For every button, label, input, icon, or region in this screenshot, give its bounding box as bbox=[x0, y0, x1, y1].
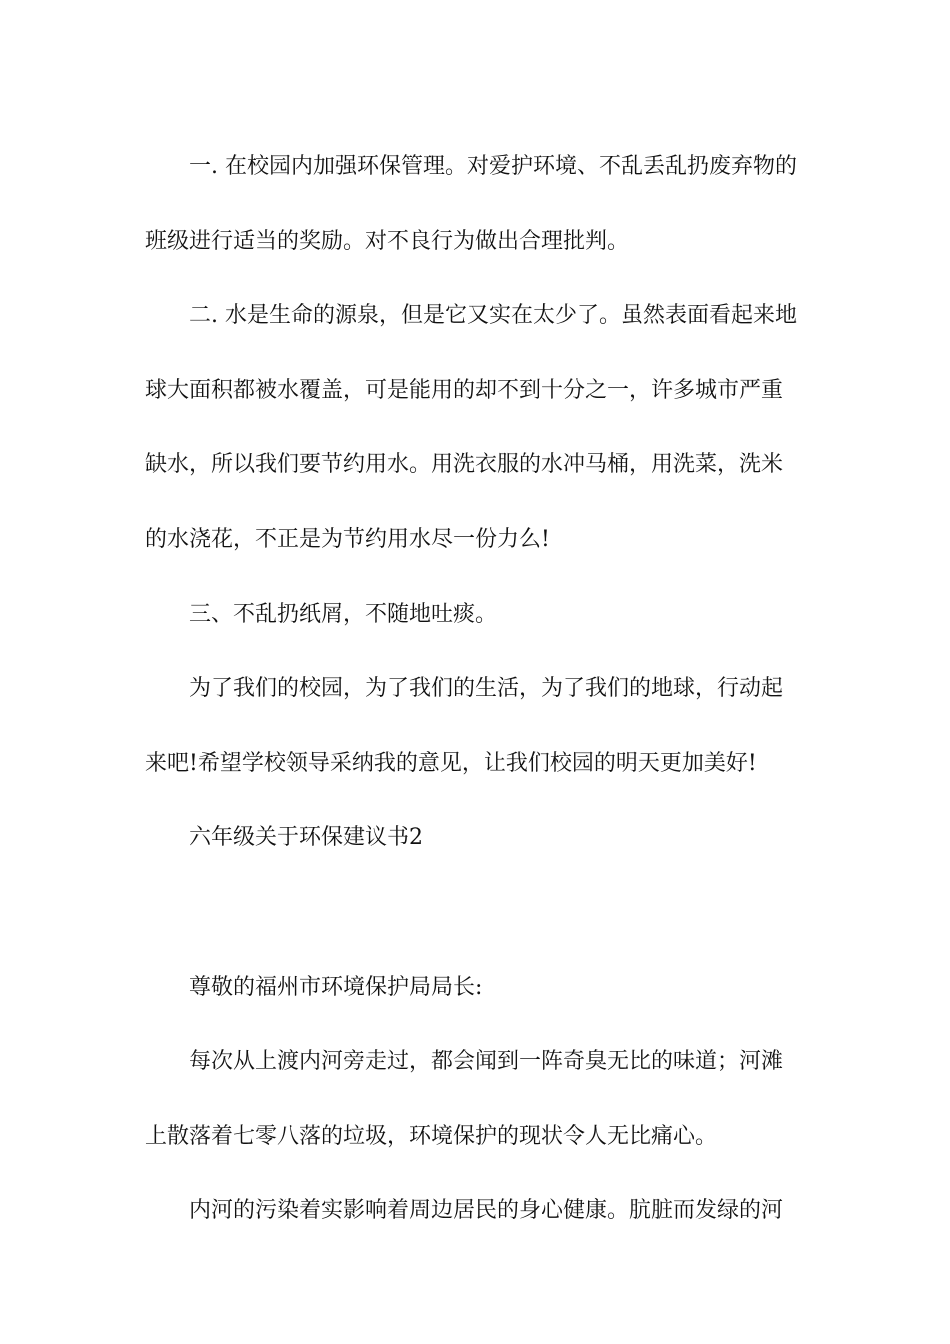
salutation-text: 尊敬的福州市环境保护局局长: bbox=[189, 974, 483, 1000]
text-line: 球大面积都被水覆盖，可是能用的却不到十分之一，许多城市严重 bbox=[145, 377, 784, 403]
text-line: 每次从上渡内河旁走过，都会闻到一阵奇臭无比的味道；河滩 bbox=[189, 1049, 784, 1075]
text-line: 班级进行适当的奖励。对不良行为做出合理批判。 bbox=[145, 228, 630, 254]
text-line: 的水浇花，不正是为节约用水尽一份力么! bbox=[145, 526, 550, 552]
text-line: 三、不乱扔纸屑，不随地吐痰。 bbox=[189, 601, 498, 627]
paragraph-pollution bbox=[145, 1174, 810, 1249]
paragraph-suggestion-3 bbox=[145, 578, 810, 653]
blank-line bbox=[145, 876, 810, 951]
text-line: 内河的污染着实影响着周边居民的身心健康。肮脏而发绿的河 bbox=[189, 1198, 784, 1224]
paragraph-suggestion-2 bbox=[145, 279, 810, 577]
text-line: 来吧!希望学校领导采纳我的意见，让我们校园的明天更加美好! bbox=[145, 750, 757, 776]
text-line: 为了我们的校园，为了我们的生活，为了我们的地球，行动起 bbox=[189, 676, 784, 702]
text-line: 一. 在校园内加强环保管理。对爱护环境、不乱丢乱扔废弃物的 bbox=[189, 154, 797, 179]
section-heading bbox=[145, 801, 810, 876]
heading-text: 六年级关于环保建议书2 bbox=[189, 825, 423, 851]
text-line: 二. 水是生命的源泉，但是它又实在太少了。虽然表面看起来地 bbox=[189, 303, 797, 329]
document-body bbox=[145, 130, 810, 1249]
salutation bbox=[145, 951, 810, 1026]
paragraph-observation bbox=[145, 1025, 810, 1174]
paragraph-conclusion bbox=[145, 652, 810, 801]
text-line: 上散落着七零八落的垃圾，环境保护的现状令人无比痛心。 bbox=[145, 1123, 718, 1149]
text-line: 缺水，所以我们要节约用水。用洗衣服的水冲马桶，用洗菜，洗米 bbox=[145, 452, 784, 478]
paragraph-suggestion-1 bbox=[145, 130, 810, 279]
